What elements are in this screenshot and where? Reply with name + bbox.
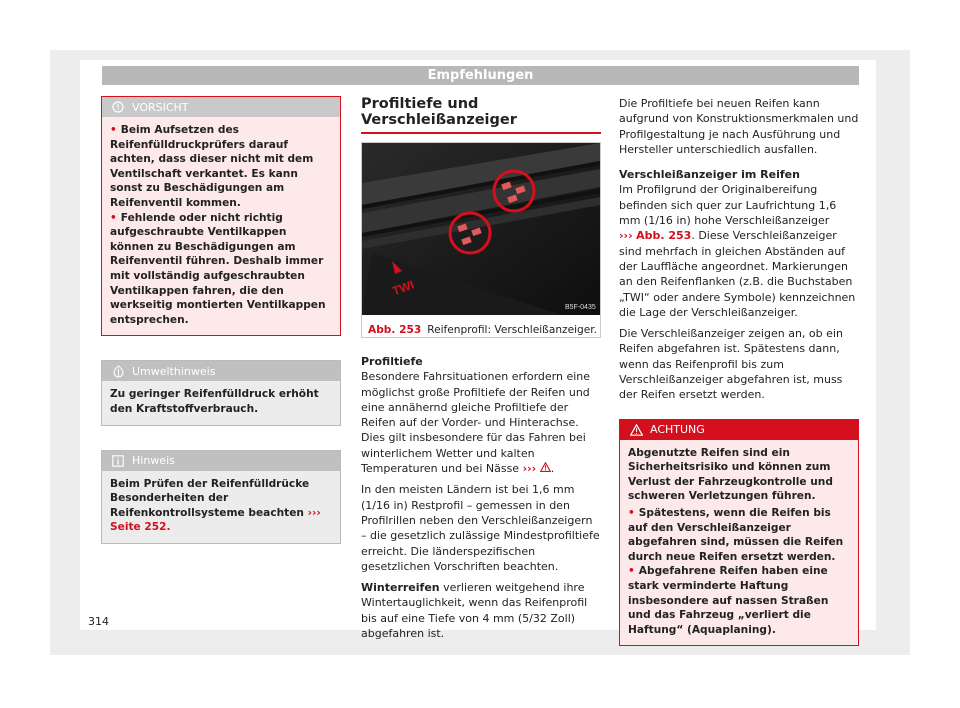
list-item: • Abgefahrene Reifen haben eine stark verminderte Haftung insbesondere auf nassen Straßen und das Fahrzeug „verliert die Haftung“ (Aquaplaning). <box>628 565 829 636</box>
vorsicht-header <box>102 97 340 117</box>
vorsicht-box <box>101 96 341 336</box>
col3-p3: Die Verschleißanzeiger zeigen an, ob ein Reifen abgefahren ist. Spätestens dann, wenn das Reifenprofil bis zum Verschleißanzeiger abgefahren ist, muss der Reifen ersetzt werden. <box>619 327 843 402</box>
achtung-box <box>619 419 859 647</box>
tire-figure <box>362 143 602 317</box>
achtung-header <box>620 420 858 440</box>
vorsicht-body <box>102 117 340 335</box>
figure-ref-link[interactable]: Abb. 253 <box>636 229 692 243</box>
col3-p1: Die Profiltiefe bei neuen Reifen kann aufgrund von Konstruktionsmerkmalen und Profilgestaltung je nach Ausführung und Hersteller unterschiedlich ausfallen. <box>619 97 859 156</box>
right-column <box>619 96 859 660</box>
info-circle-icon <box>110 101 126 113</box>
leaf-icon <box>110 365 126 378</box>
list-item: • Spätestens, wenn die Reifen bis auf den Verschleißanzeiger abgefahren sind, müssen die Reifen durch neue Reifen ersetzt werden. <box>628 507 844 563</box>
profiltiefe-p2: In den meisten Ländern ist bei 1,6 mm (1/16 in) Restprofil – gemessen in den Profilrillen neben den Verschleißanzeigern – die gesetzlich zulässige Mindestprofiltiefe erreicht. Die länderspezifischen gesetzlichen Vorschriften beachten. <box>361 483 600 573</box>
achtung-body <box>620 440 858 646</box>
warning-triangle-icon <box>540 462 551 475</box>
left-column <box>101 96 341 558</box>
figure-caption <box>362 323 600 337</box>
figure-code: B5F-0435 <box>565 304 596 311</box>
hinweis-text: Beim Prüfen der Reifenfülldrücke Besonderheiten der Reifenkontrollsysteme beachten <box>110 477 310 519</box>
col3-text <box>619 96 859 403</box>
profiltiefe-p1: Besondere Fahrsituationen erfordern eine möglichst große Profiltiefe der Reifen und eine annähernd gleiche Profiltiefe der Reifen auf der Vorder- und Hinterachse. Dies gilt insbesondere für das Fahren bei winterlichem Wetter und kalten Temperaturen und bei Nässe ››› . <box>361 370 591 476</box>
info-square-icon <box>110 455 126 467</box>
achtung-intro: Abgenutzte Reifen sind ein Sicherheitsrisiko und können zum Verlust der Fahrzeugkontrolle und schweren Verletzungen führen. <box>628 446 833 503</box>
middle-column <box>361 96 601 647</box>
verschleiss-heading: Verschleißanzeiger im Reifen <box>619 168 800 182</box>
hinweis-link-arrows: ››› <box>307 506 321 519</box>
warning-ref-arrows[interactable]: ››› <box>522 462 537 476</box>
umwelt-header <box>102 361 340 381</box>
hinweis-body <box>102 471 340 543</box>
page-number: 314 <box>88 615 109 628</box>
warning-triangle-icon <box>628 424 644 436</box>
hinweis-box <box>101 450 341 544</box>
profiltiefe-heading: Profiltiefe <box>361 355 423 368</box>
caption-label: Abb. 253 <box>368 324 422 336</box>
hinweis-link[interactable]: Seite 252. <box>110 521 171 534</box>
section-title: Profiltiefe und Verschleißanzeiger <box>361 96 601 134</box>
figure-frame <box>361 142 601 338</box>
figure-ref-arrows[interactable]: ››› <box>619 229 633 243</box>
profiltiefe-p3: Winterreifen verlieren weitgehend ihre Wintertauglichkeit, wenn das Reifenprofil bis auf eine Tiefe von 4 mm (5/32 Zoll) abgefahren ist. <box>361 581 588 641</box>
twi-marking: TWI <box>390 277 416 299</box>
umwelt-text: Zu geringer Reifenfülldruck erhöht den Kraftstoffverbrauch. <box>102 381 340 424</box>
umwelt-box <box>101 360 341 425</box>
caption-text: Reifenprofil: Verschleißanzeiger. <box>427 324 598 336</box>
col3-p2: Im Profilgrund der Originalbereifung befinden sich quer zur Laufrichtung 1,6 mm (1/16 in) hohe Verschleißanzeiger ››› Abb. 253. Diese Verschleißanzeiger sind mehrfach in gleichen Abständen auf der Lauffläche angeordnet. Markierungen an den Reifenflanken (z.B. die Buchstaben „TWI“ oder andere Symbole) kennzeichnen die Lage der Verschleißanzeiger. <box>619 183 856 319</box>
tire-image <box>362 143 600 315</box>
umwelt-label: Umwelthinweis <box>132 364 216 378</box>
hinweis-header <box>102 451 340 471</box>
profiltiefe-section <box>361 354 601 641</box>
list-item: • Fehlende oder nicht richtig aufgeschraubte Ventilkappen können zu Beschädigungen am Reifenventil führen. Deshalb immer mit vollständig aufgeschraubten Ventilkappen fahren, die den werkseitig montierten Ventilkappen entsprechen. <box>110 211 326 326</box>
achtung-label: ACHTUNG <box>650 423 705 437</box>
list-item: • Beim Aufsetzen des Reifenfülldruckprüfers darauf achten, dass dieser nicht mit dem Ventilschaft verkantet. Es kann sonst zu Beschädigungen am Reifenventil kommen. <box>110 124 314 209</box>
hinweis-label: Hinweis <box>132 454 175 467</box>
vorsicht-label: VORSICHT <box>132 100 189 114</box>
header-title: Empfehlungen <box>102 66 859 85</box>
